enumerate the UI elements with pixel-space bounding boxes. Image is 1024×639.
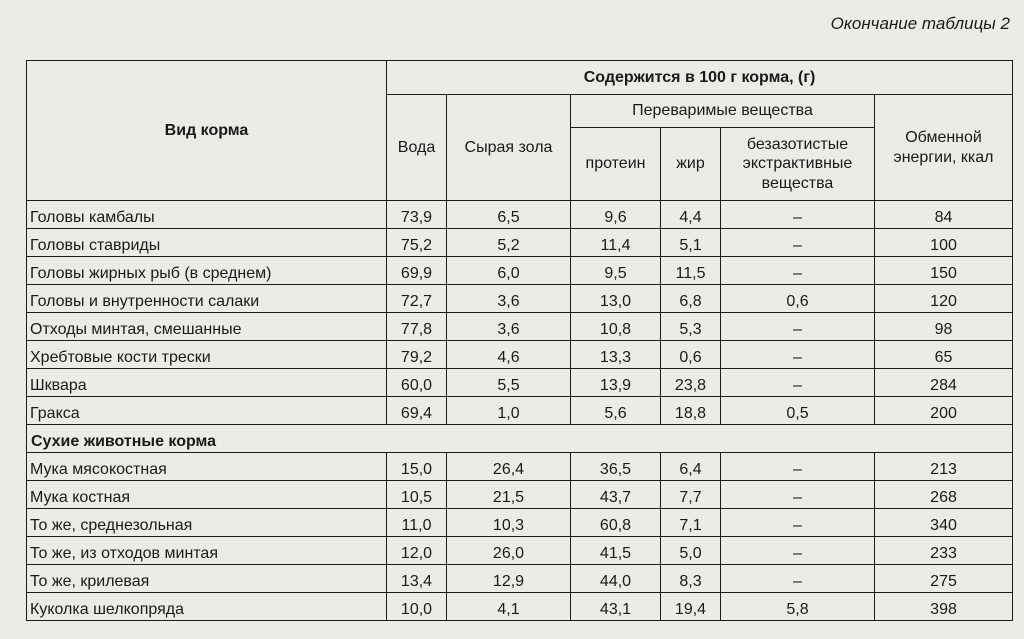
table-row (27, 201, 1013, 229)
protein-cell: 9,6 (571, 201, 661, 229)
section-empty-cell (447, 425, 571, 453)
table-row (27, 341, 1013, 369)
nfe-cell: – (721, 257, 875, 285)
feed-name-cell: Мука костная (27, 481, 387, 509)
fat-cell: 4,4 (661, 201, 721, 229)
header-contains: Содержится в 100 г корма, (г) (387, 61, 1013, 95)
ash-cell: 4,1 (447, 593, 571, 621)
energy-cell: 120 (875, 285, 1013, 313)
energy-cell: 98 (875, 313, 1013, 341)
table-header (27, 61, 1013, 201)
nfe-cell: 0,5 (721, 397, 875, 425)
fat-cell: 5,1 (661, 229, 721, 257)
section-row (27, 425, 1013, 453)
fat-cell: 5,3 (661, 313, 721, 341)
nfe-cell: – (721, 453, 875, 481)
ash-cell: 6,0 (447, 257, 571, 285)
protein-cell: 13,9 (571, 369, 661, 397)
ash-cell: 5,2 (447, 229, 571, 257)
fat-cell: 11,5 (661, 257, 721, 285)
fat-cell: 7,7 (661, 481, 721, 509)
ash-cell: 5,5 (447, 369, 571, 397)
section-empty-cell (661, 425, 721, 453)
fat-cell: 23,8 (661, 369, 721, 397)
table-row (27, 565, 1013, 593)
table-row (27, 397, 1013, 425)
water-cell: 69,4 (387, 397, 447, 425)
nfe-cell: 5,8 (721, 593, 875, 621)
water-cell: 73,9 (387, 201, 447, 229)
table-caption: Окончание таблицы 2 (830, 14, 1010, 33)
protein-cell: 9,5 (571, 257, 661, 285)
protein-cell: 43,7 (571, 481, 661, 509)
ash-cell: 10,3 (447, 509, 571, 537)
water-cell: 10,5 (387, 481, 447, 509)
protein-cell: 60,8 (571, 509, 661, 537)
energy-cell: 398 (875, 593, 1013, 621)
ash-cell: 12,9 (447, 565, 571, 593)
nfe-cell: – (721, 313, 875, 341)
ash-cell: 3,6 (447, 313, 571, 341)
water-cell: 11,0 (387, 509, 447, 537)
feed-name-cell: То же, крилевая (27, 565, 387, 593)
feed-name-cell: То же, среднезольная (27, 509, 387, 537)
feed-name-cell: Отходы минтая, смешанные (27, 313, 387, 341)
header-digestible: Переваримые вещества (571, 95, 875, 128)
feed-name-cell: Головы жирных рыб (в среднем) (27, 257, 387, 285)
water-cell: 69,9 (387, 257, 447, 285)
fat-cell: 6,8 (661, 285, 721, 313)
energy-cell: 100 (875, 229, 1013, 257)
nfe-cell: 0,6 (721, 285, 875, 313)
nfe-cell: – (721, 201, 875, 229)
feed-name-cell: Мука мясокостная (27, 453, 387, 481)
header-fat: жир (661, 128, 721, 201)
ash-cell: 26,4 (447, 453, 571, 481)
fat-cell: 5,0 (661, 537, 721, 565)
energy-cell: 284 (875, 369, 1013, 397)
nfe-cell: – (721, 341, 875, 369)
fat-cell: 19,4 (661, 593, 721, 621)
ash-cell: 21,5 (447, 481, 571, 509)
feed-name-cell: Головы камбалы (27, 201, 387, 229)
ash-cell: 4,6 (447, 341, 571, 369)
feed-name-cell: Гракса (27, 397, 387, 425)
table-row (27, 285, 1013, 313)
fat-cell: 18,8 (661, 397, 721, 425)
table-row (27, 257, 1013, 285)
table-row (27, 593, 1013, 621)
fat-cell: 7,1 (661, 509, 721, 537)
header-protein: протеин (571, 128, 661, 201)
nfe-cell: – (721, 369, 875, 397)
protein-cell: 41,5 (571, 537, 661, 565)
nfe-cell: – (721, 509, 875, 537)
water-cell: 12,0 (387, 537, 447, 565)
ash-cell: 26,0 (447, 537, 571, 565)
table-row (27, 537, 1013, 565)
protein-cell: 5,6 (571, 397, 661, 425)
feed-name-cell: То же, из отходов минтая (27, 537, 387, 565)
header-energy: Обменной энергии, ккал (875, 95, 1013, 201)
energy-cell: 65 (875, 341, 1013, 369)
water-cell: 72,7 (387, 285, 447, 313)
energy-cell: 268 (875, 481, 1013, 509)
table-row (27, 481, 1013, 509)
section-empty-cell (875, 425, 1013, 453)
fat-cell: 6,4 (661, 453, 721, 481)
energy-cell: 340 (875, 509, 1013, 537)
feed-name-cell: Головы ставриды (27, 229, 387, 257)
table-row (27, 313, 1013, 341)
water-cell: 77,8 (387, 313, 447, 341)
feed-name-cell: Куколка шелкопряда (27, 593, 387, 621)
energy-cell: 233 (875, 537, 1013, 565)
table-row (27, 229, 1013, 257)
nfe-cell: – (721, 481, 875, 509)
energy-cell: 84 (875, 201, 1013, 229)
nfe-cell: – (721, 537, 875, 565)
table-row (27, 369, 1013, 397)
header-water: Вода (387, 95, 447, 201)
feed-name-cell: Шквара (27, 369, 387, 397)
feed-name-cell: Хребтовые кости трески (27, 341, 387, 369)
ash-cell: 6,5 (447, 201, 571, 229)
header-ash: Сырая зола (447, 95, 571, 201)
water-cell: 60,0 (387, 369, 447, 397)
water-cell: 75,2 (387, 229, 447, 257)
feed-name-cell: Головы и внутренности салаки (27, 285, 387, 313)
energy-cell: 150 (875, 257, 1013, 285)
protein-cell: 11,4 (571, 229, 661, 257)
fat-cell: 8,3 (661, 565, 721, 593)
header-nfe: безазотистые экстрактивные вещества (721, 128, 875, 201)
protein-cell: 13,3 (571, 341, 661, 369)
section-title: Сухие животные корма (27, 425, 447, 453)
water-cell: 10,0 (387, 593, 447, 621)
energy-cell: 200 (875, 397, 1013, 425)
water-cell: 79,2 (387, 341, 447, 369)
protein-cell: 10,8 (571, 313, 661, 341)
ash-cell: 1,0 (447, 397, 571, 425)
nfe-cell: – (721, 565, 875, 593)
fat-cell: 0,6 (661, 341, 721, 369)
water-cell: 13,4 (387, 565, 447, 593)
protein-cell: 44,0 (571, 565, 661, 593)
energy-cell: 213 (875, 453, 1013, 481)
protein-cell: 43,1 (571, 593, 661, 621)
section-empty-cell (721, 425, 875, 453)
section-empty-cell (571, 425, 661, 453)
energy-cell: 275 (875, 565, 1013, 593)
header-feed-type: Вид корма (27, 61, 387, 201)
table-row (27, 453, 1013, 481)
water-cell: 15,0 (387, 453, 447, 481)
protein-cell: 36,5 (571, 453, 661, 481)
table-row (27, 509, 1013, 537)
table-body (27, 201, 1013, 621)
nfe-cell: – (721, 229, 875, 257)
protein-cell: 13,0 (571, 285, 661, 313)
feed-composition-table (26, 60, 1013, 621)
ash-cell: 3,6 (447, 285, 571, 313)
